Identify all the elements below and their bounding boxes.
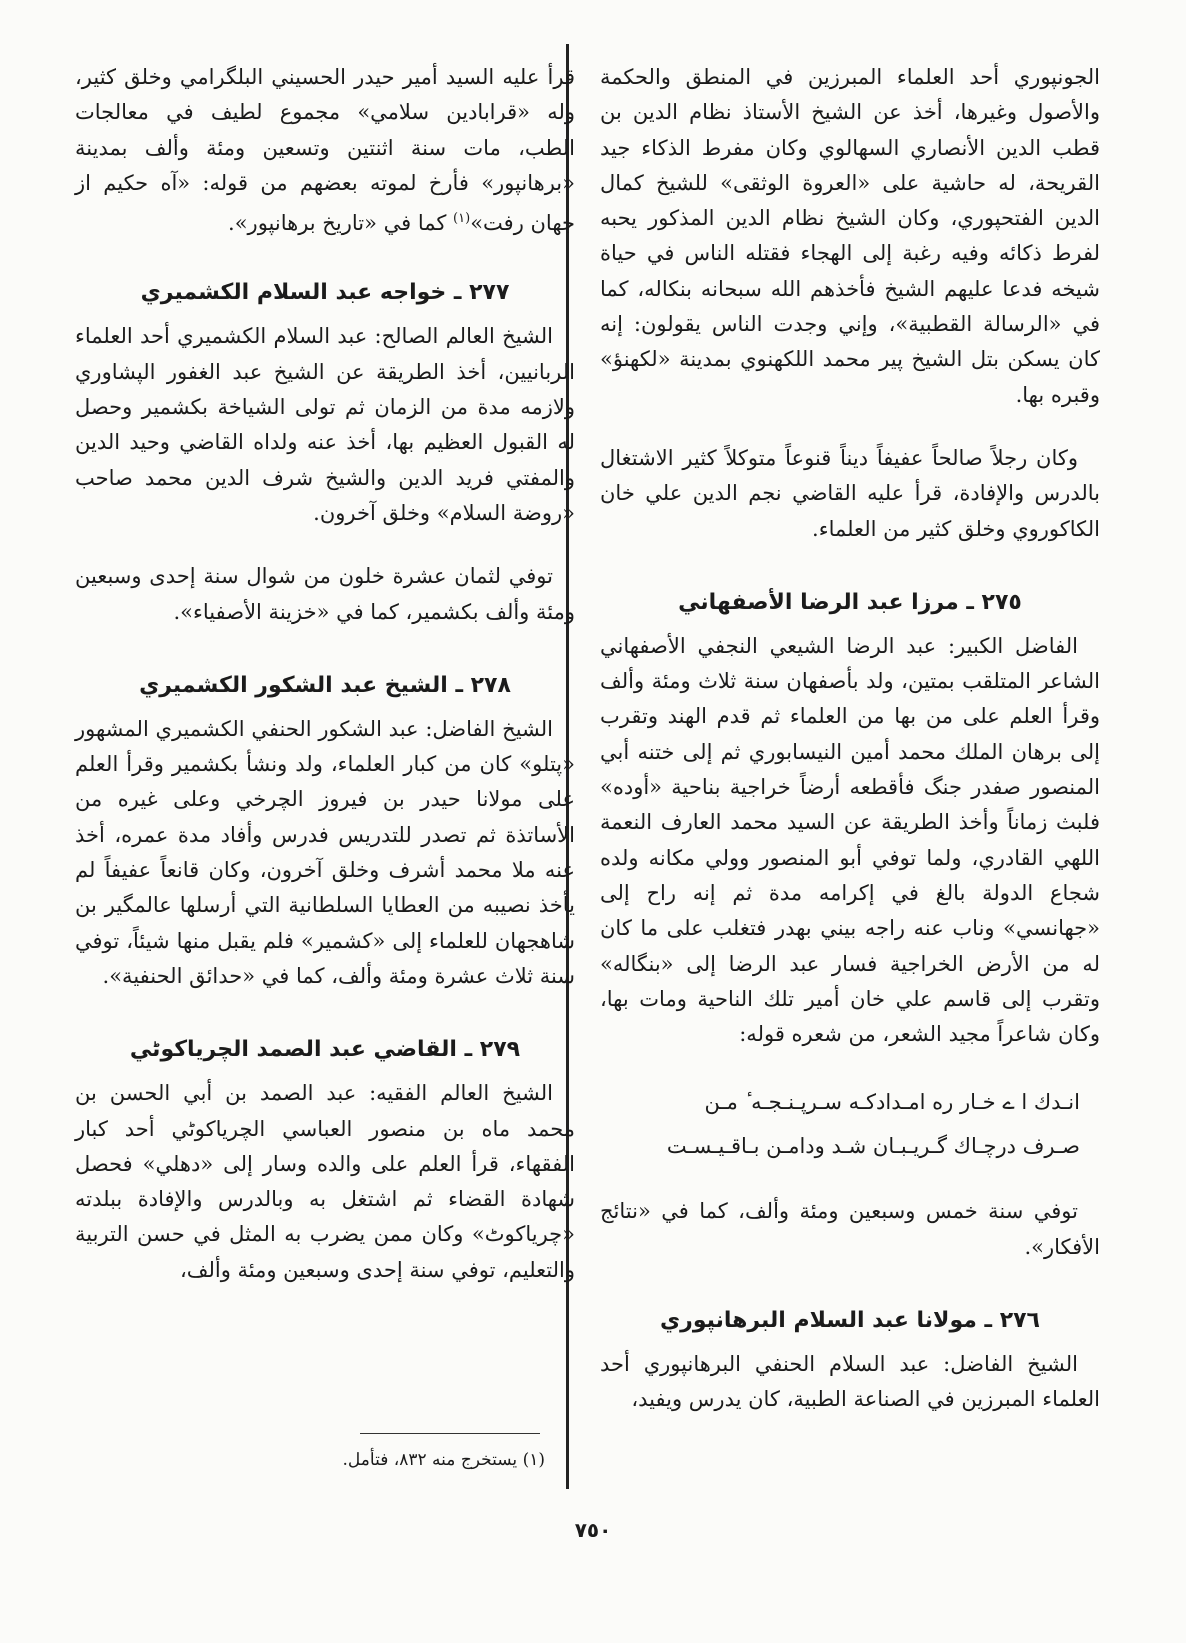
paragraph: الجونپوري أحد العلماء المبرزين في المنطق والحكمة والأصول وغيرها، أخذ عن الشيخ الأستاذ نظام الدين بن قطب الدين الأنصاري السهالوي وكان مفرط الذكاء جيد القريحة، له حاشية على «العروة الوثقى» للشيخ كمال الدين الفتحپوري، وكان الشيخ نظام الدين المذكور يحبه لفرط ذكائه وفيه رغبة إلى الهجاء فقتله الناس في حياة شيخه فدعا عليهم الشيخ فأخذهم الله سبحانه بنكاله، كما في «الرسالة القطبية»، وإني وجدت الناس يقولون: إنه كان يسكن بتل الشيخ پير محمد اللكهنوي بمدينة «لكهنؤ» وقبره بها. xyxy=(600,65,1100,407)
paragraph: الشيخ العالم الصالح: عبد السلام الكشميري أحد العلماء الربانيين، أخذ الطريقة عن الشيخ عبد الغفور الپشاوري ولازمه مدة من الزمان ثم تولى الشياخة بكشمير وحصل له القبول العظيم بها، أخذ عنه ولداه القاضي وحيد الدين والمفتي فريد الدين والشيخ شرف الدين محمد صاحب «روضة السلام» وخلق آخرون. xyxy=(75,324,575,525)
left-column xyxy=(75,60,575,1316)
entry-heading-277: ٢٧٧ ـ خواجه عبد السلام الكشميري xyxy=(140,280,510,306)
paragraph: الشيخ الفاضل: عبد الشكور الحنفي الكشميري المشهور «پتلو» كان من كبار العلماء، ولد ونشأ بكشمير وقرأ العلم على مولانا حيدر بن فيروز الچرخي وعلى غيره من الأساتذة ثم تصدر للتدريس فدرس وأفاد مدة عمره، أخذ عنه ملا محمد أشرف وخلق آخرون، وكان قانعاً عفيفاً لم يأخذ نصيبه من العطايا السلطانية التي أرسلها عالمگير بن شاهجهان للعلماء إلى «كشمير» فلم يقبل منها شيئاً، توفي سنة ثلاث عشرة ومئة وألف، كما في «حدائق الحنفية». xyxy=(75,716,575,988)
page-number: ٧٥٠ xyxy=(574,1518,612,1542)
paragraph xyxy=(75,60,575,241)
paragraph: وكان رجلاً صالحاً عفيفاً ديناً قنوعاً متوكلاً كثير الاشتغال بالدرس والإفادة، قرأ عليه القاضي نجم الدين علي خان الكاكوروي وخلق كثير من العلماء. xyxy=(600,445,1100,541)
paragraph-text: قرأ عليه السيد أمير حيدر الحسيني البلگرامي وخلق كثير، وله «قرابادين سلامي» مجموع لطيف في معالجات الطب، مات سنة اثنتين وتسعين ومئة وألف بمدينة «برهانپور» فأرخ لموته بعضهم من قوله: «آه حكيم از جهان رفت» xyxy=(75,65,575,236)
footnote: (١) يستخرج منه ٨٣٢، فتأمل. xyxy=(342,1450,545,1470)
paragraph: توفي سنة خمس وسبعين ومئة وألف، كما في «نتائج الأفكار». xyxy=(600,1199,1100,1259)
verse-line-2: صـرف درچـاك گـريـبـان شـد ودامـن بـاقـيـسـت xyxy=(666,1134,1080,1159)
entry-heading-278: ٢٧٨ ـ الشيخ عبد الشكور الكشميري xyxy=(139,672,511,698)
paragraph: الشيخ الفاضل: عبد السلام الحنفي البرهانپوري أحد العلماء المبرزين في الصناعة الطبية، كان يدرس ويفيد، xyxy=(600,1352,1100,1412)
paragraph: الشيخ العالم الفقيه: عبد الصمد بن أبي الحسن بن محمد ماه بن منصور العباسي الچرياكوٹي أحد كبار الفقهاء، قرأ العلم على والده وسار إلى «دهلي» فحصل شهادة القضاء ثم اشتغل به وبالدرس والإفادة ببلدته «چرياكوٹ» وكان ممن يضرب به المثل في حسن التربية والتعليم، توفي سنة إحدى وسبعين ومئة وألف، xyxy=(75,1081,575,1282)
paragraph-tail: كما في «تاريخ برهانپور». xyxy=(228,211,454,236)
verse-line-1: انـدك ا ے خـار ره امـدادكـه سـرپـنـجـه ٔ مـن xyxy=(704,1090,1080,1115)
paragraph: الفاضل الكبير: عبد الرضا الشيعي النجفي الأصفهاني الشاعر المتلقب بمتين، ولد بأصفهان سنة ثلاث ومئة وألف وقرأ العلم على من بها من العلماء ثم قدم الهند وتقرب إلى برهان الملك محمد أمين النيسابوري ثم إلى ختنه أبي المنصور صفدر جنگ فأقطعه أرضاً خراجية بناحية «أوده» فلبث زماناً وأخذ الطريقة عن السيد محمد العارف النعمة اللهي القادري، ولما توفي أبو المنصور وولي مكانه ولده شجاع الدولة بالغ في إكرامه مدة ثم إنه راح إلى «جهانسي» وناب عنه راجه بيني بهدر فتغلب على ما كان له من الأرض الخراجية فسار عبد الرضا إلى «بنگاله» وتقرب إلى قاسم علي خان أمير تلك الناحية ومات بها، وكان شاعراً مجيد الشعر، من شعره قوله: xyxy=(600,633,1101,1047)
footnote-marker: (١) xyxy=(453,211,471,227)
entry-heading-276: ٢٧٦ ـ مولانا عبد السلام البرهانپوري xyxy=(659,1308,1040,1334)
right-column xyxy=(600,60,1100,1446)
entry-heading-279: ٢٧٩ ـ القاضي عبد الصمد الچرياكوٹي xyxy=(129,1037,521,1063)
paragraph: توفي لثمان عشرة خلون من شوال سنة إحدى وسبعين ومئة وألف بكشمير، كما في «خزينة الأصفياء». xyxy=(75,564,575,624)
poem-verse xyxy=(600,1080,1100,1168)
footnote-divider xyxy=(360,1433,540,1434)
entry-heading-275: ٢٧٥ ـ مرزا عبد الرضا الأصفهاني xyxy=(678,589,1022,615)
